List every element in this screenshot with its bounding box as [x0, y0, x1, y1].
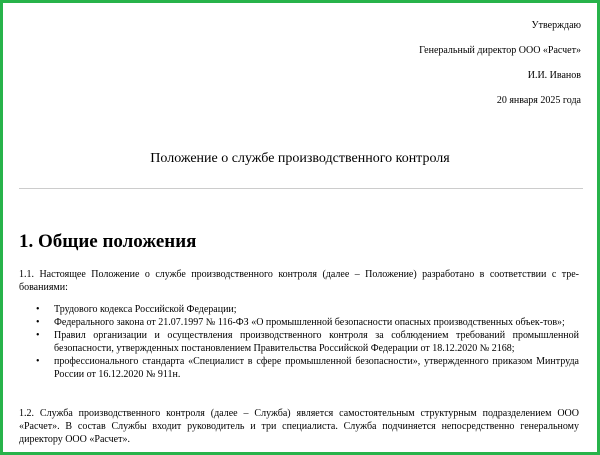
- list-item: [36, 329, 579, 355]
- approver-name: И.И. Иванов: [527, 70, 581, 81]
- list-item-text: Трудового кодекса Российской Федерации;: [54, 304, 237, 315]
- paragraph-1-2: 1.2. Служба производственного контроля (далее – Служба) является самостоятельным структурным подразделением ООО «Расчет». В состав Службы входит руководитель и три специалиста. Служба подчиняется непосредственно генеральному директору ООО «Расчет».: [19, 408, 579, 445]
- approver-position: Генеральный директор ООО «Расчет»: [419, 45, 581, 56]
- list-item: [36, 316, 579, 329]
- approval-block: [419, 19, 581, 119]
- list-item-text: Правил организации и осуществления производственного контроля за соблюдением требований промышленной безопасности, утвержденных постановлением Правительства Российской Федерации от 18.12.2020 № 2168;: [54, 330, 579, 354]
- bullet-icon: •: [36, 330, 40, 341]
- requirements-list: [19, 303, 579, 381]
- approval-date: 20 января 2025 года: [496, 95, 581, 106]
- approval-label: Утверждаю: [531, 20, 581, 31]
- title-divider: [19, 188, 583, 189]
- list-item-text: Федерального закона от 21.07.1997 № 116-ФЗ «О промышленной безопасности опасных производственных объек-тов»;: [54, 317, 565, 328]
- document-title: Положение о службе производственного контроля: [150, 151, 450, 166]
- paragraph-1-1: 1.1. Настоящее Положение о службе производственного контроля (далее – Положение) разработано в соответствии с тре-бованиями:: [19, 269, 579, 293]
- section-heading: 1. Общие положения: [19, 231, 197, 252]
- list-item: [36, 355, 579, 381]
- bullet-icon: •: [36, 317, 40, 328]
- list-item: [36, 303, 579, 316]
- list-item-text: профессионального стандарта «Специалист в сфере промышленной безопасности», утвержденного приказом Минтруда России от 16.12.2020 № 911н.: [54, 356, 579, 380]
- bullet-icon: •: [36, 356, 40, 367]
- bullet-icon: •: [36, 304, 40, 315]
